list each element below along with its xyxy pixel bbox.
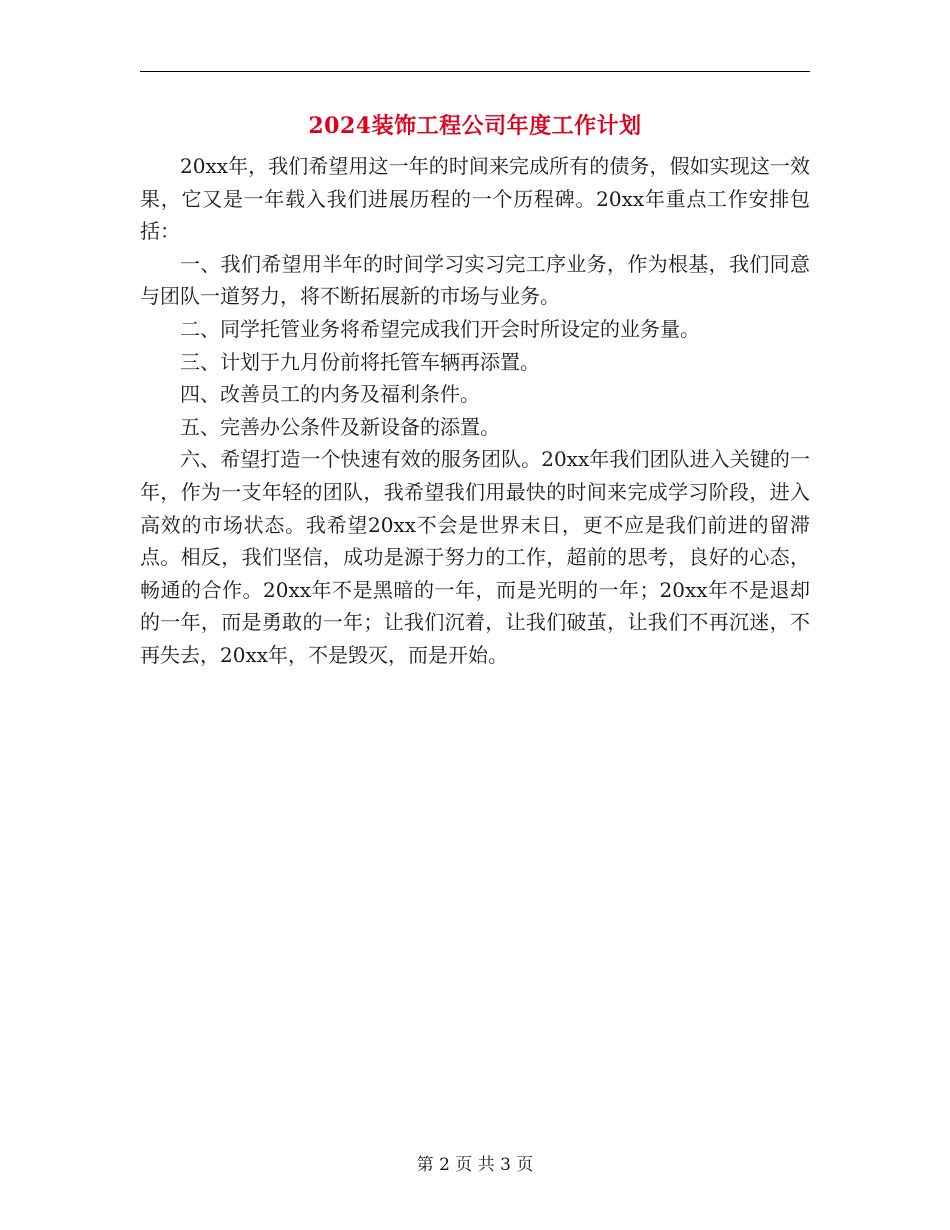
- paragraph-item-6: 六、希望打造一个快速有效的服务团队。20xx年我们团队进入关键的一年，作为一支年轻的团队，我希望我们用最快的时间来完成学习阶段，进入高效的市场状态。我希望20xx不会是世界末日，更不应是我们前进的留滞点。相反，我们坚信，成功是源于努力的工作，超前的思考，良好的心态，畅通的合作。20xx年不是黑暗的一年，而是光明的一年；20xx年不是退却的一年，而是勇敢的一年；让我们沉着，让我们破茧，让我们不再沉迷，不再失去，20xx年，不是毁灭，而是开始。: [140, 447, 810, 667]
- paragraph-item-5: 五、完善办公条件及新设备的添置。: [180, 414, 500, 439]
- paragraph-item-4: 四、改善员工的内务及福利条件。: [180, 382, 480, 407]
- document-body: [140, 150, 810, 672]
- paragraph-item-1: 一、我们希望用半年的时间学习实习完工序业务，作为根基，我们同意与团队一道努力，将不断拓展新的市场与业务。: [140, 251, 810, 309]
- paragraph-item-3: 三、计划于九月份前将托管车辆再添置。: [180, 349, 540, 374]
- header-rule: [140, 71, 810, 72]
- paragraph-item-2: 二、同学托管业务将希望完成我们开会时所设定的业务量。: [180, 316, 700, 341]
- page-number-footer: 第 2 页 共 3 页: [416, 1155, 534, 1175]
- paragraph-intro: 20xx年，我们希望用这一年的时间来完成所有的债务，假如实现这一效果，它又是一年载入我们进展历程的一个历程碑。20xx年重点工作安排包括：: [140, 154, 810, 244]
- document-title: 2024装饰工程公司年度工作计划: [308, 113, 642, 139]
